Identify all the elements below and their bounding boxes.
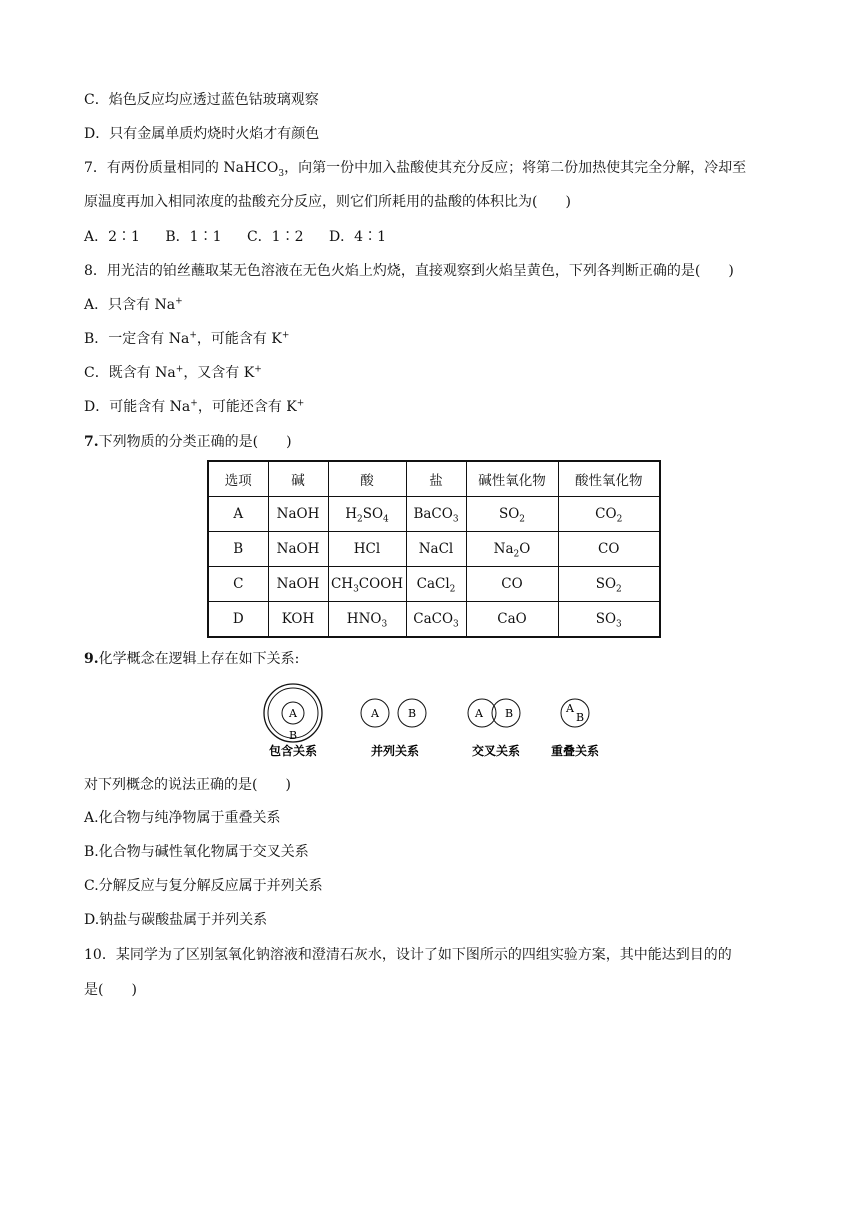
table-cell: D [208,602,268,638]
circle-label-b: B [407,707,417,720]
table-row [208,567,660,602]
table-cell: CaCO$_3$ [406,602,466,638]
q7a-stem-line2: 原温度再加入相同浓度的盐酸充分反应，则它们所耗用的盐酸的体积比为( ) [84,194,571,210]
q9-option-b: B.化合物与碱性氧化物属于交叉关系 [84,844,309,860]
q9-option-a: A.化合物与纯净物属于重叠关系 [84,810,281,826]
table-cell: CO [466,567,558,602]
table-header-row [208,461,660,497]
table-row [208,497,660,532]
header-cell: 盐 [406,461,466,497]
classification-table [207,460,661,638]
intersection-diagram [468,699,520,758]
table-cell: $SO_3$ [558,602,660,638]
q8-option-d: D．可能含有 Na+，可能还含有 K+ [84,398,305,415]
header-cell: 酸性氧化物 [558,461,660,497]
table-cell: $SO_2$ [558,567,660,602]
q8-option-c: C．既含有 Na+，又含有 K+ [84,364,262,381]
circle-label-a: A [475,707,483,720]
table-body [208,497,660,638]
label-overlap: 重叠关系 [550,744,600,758]
q9-option-c: C.分解反应与复分解反应属于并列关系 [84,878,323,894]
q10-stem-line2: 是( ) [84,982,137,998]
q7a-options: A．2∶1 B．1∶1 C．1∶2 D．4∶1 [84,229,386,245]
table-cell: NaCl [406,532,466,567]
table-cell: NaOH [268,567,328,602]
q9-question: 对下列概念的说法正确的是( ) [84,777,291,793]
table-cell: $SO_2$ [466,497,558,532]
table-cell: $Na_2O$ [466,532,558,567]
q8-option-a: A．只含有 Na+ [84,296,183,313]
table-cell: B [208,532,268,567]
q7b-stem: 7.下列物质的分类正确的是( ) [84,434,292,450]
header-cell: 碱性氧化物 [466,461,558,497]
relationship-diagrams [250,683,630,763]
q8-stem: 8．用光洁的铂丝蘸取某无色溶液在无色火焰上灼烧，直接观察到火焰呈黄色，下列各判断正确的是( ) [84,263,734,279]
circle-label-b: B [504,707,514,720]
table-cell: $H_2SO_4$ [328,497,406,532]
circle-label-a: A [566,702,574,715]
label-inclusion: 包含关系 [268,744,318,758]
q7a-stem-line1: 7．有两份质量相同的 NaHCO$_3$，向第一份中加入盐酸使其充分反应；将第二份加热使其完全分解，冷却至 [84,160,747,179]
circle-label-a: A [289,707,297,720]
circle-label-a: A [371,707,379,720]
header-cell: 选项 [208,461,268,497]
q6-option-c: C．焰色反应均应透过蓝色钴玻璃观察 [84,92,319,108]
table-cell: CO [558,532,660,567]
label-intersection: 交叉关系 [471,744,521,758]
table-cell: NaOH [268,532,328,567]
table-cell: HCl [328,532,406,567]
overlap-diagram [551,699,599,758]
table-cell: $CH_3COOH$ [328,567,406,602]
inclusion-diagram [264,684,322,758]
table-row [208,532,660,567]
table-cell: C [208,567,268,602]
header-cell: 酸 [328,461,406,497]
q10-stem-line1: 10．某同学为了区别氢氧化钠溶液和澄清石灰水，设计了如下图所示的四组实验方案，其中能达到目的的 [84,947,732,963]
table-cell: CaCl$_2$ [406,567,466,602]
label-parallel: 并列关系 [370,744,420,758]
q6-option-d: D．只有金属单质灼烧时火焰才有颜色 [84,126,320,142]
header-cell: 碱 [268,461,328,497]
table-row [208,602,660,638]
table-cell: NaOH [268,497,328,532]
q9-option-d: D.钠盐与碳酸盐属于并列关系 [84,912,268,928]
table-cell: CaO [466,602,558,638]
parallel-diagram [361,699,426,758]
table-cell: KOH [268,602,328,638]
table-cell: BaCO$_3$ [406,497,466,532]
q8-option-b: B．一定含有 Na+，可能含有 K+ [84,330,290,347]
table-cell: A [208,497,268,532]
table-cell: $CO_2$ [558,497,660,532]
circle-label-b: B [288,729,298,742]
table-cell: $HNO_3$ [328,602,406,638]
q9-stem: 9.化学概念在逻辑上存在如下关系: [84,651,300,667]
circle-label-b: B [575,711,585,724]
